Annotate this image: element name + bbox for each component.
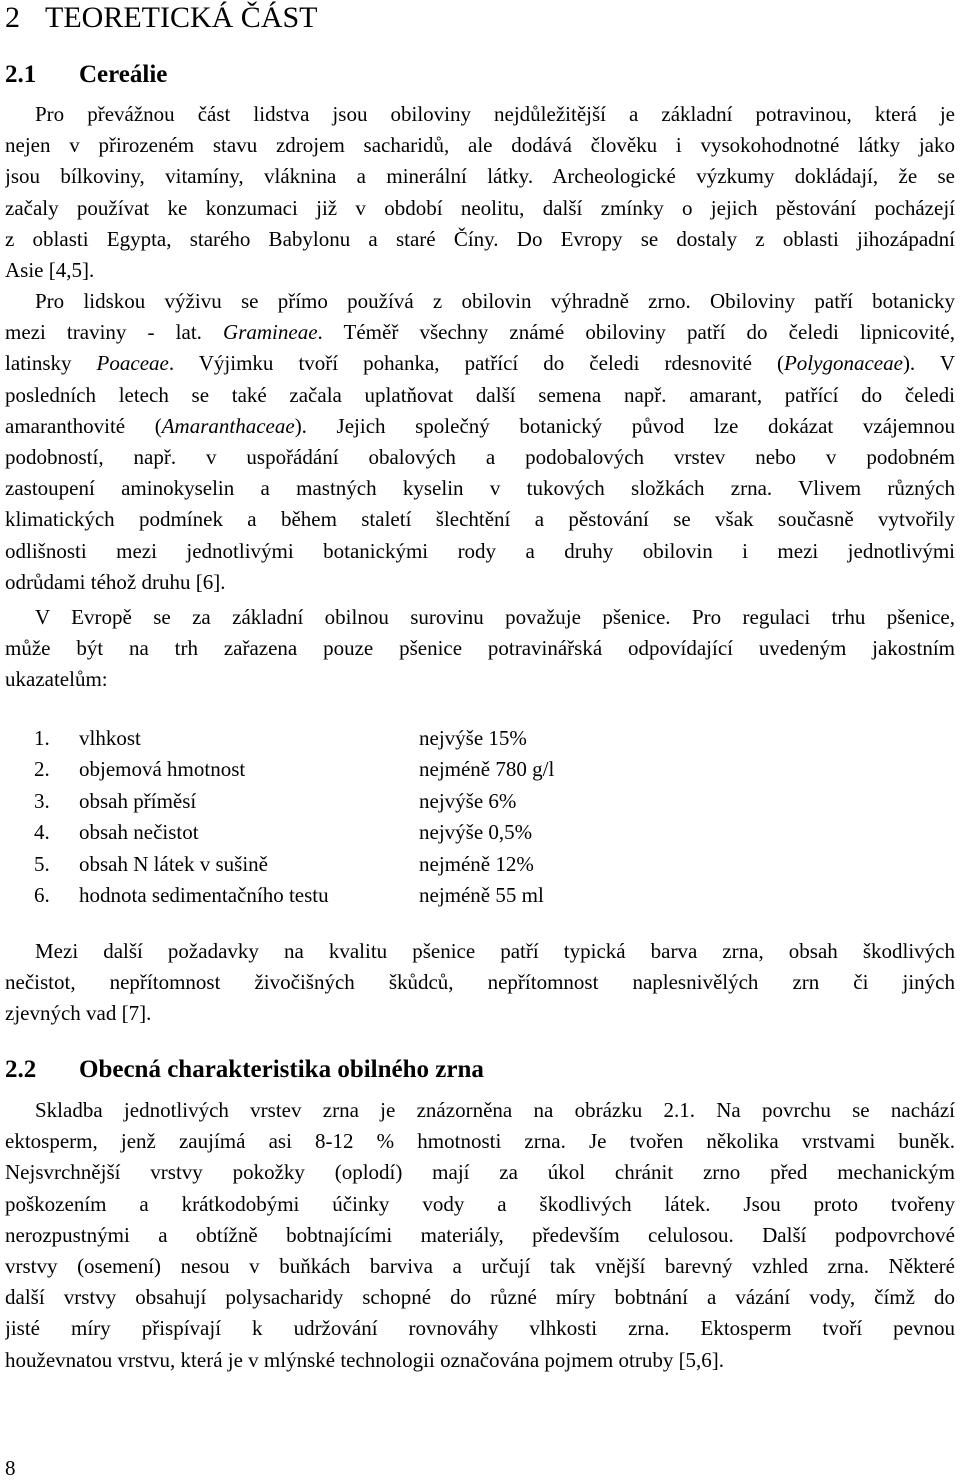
paragraph-cereals-intro bbox=[5, 99, 955, 286]
text-line: amaranthovité (Amaranthaceae). Jejich společný botanický původ lze dokázat vzájemnou bbox=[5, 413, 955, 438]
text-line: ektosperm, jenž zaujímá asi 8-12 % hmotnosti zrna. Je tvořen několika vrstvami buněk. bbox=[5, 1129, 955, 1154]
text-line: ukazatelům: bbox=[5, 667, 108, 692]
list-item-number: 3. bbox=[34, 788, 50, 813]
text-line: Nejsvrchnější vrstvy pokožky (oplodí) mají za úkol chránit zrno před mechanickým bbox=[5, 1160, 955, 1185]
list-item-value: nejméně 12% bbox=[419, 851, 534, 876]
list-item bbox=[34, 723, 554, 754]
list-item-name: hodnota sedimentačního testu bbox=[79, 882, 329, 907]
text-line: Asie [4,5]. bbox=[5, 257, 95, 282]
paragraph-wheat-europe bbox=[5, 602, 955, 696]
text-line: další vrstvy obsahují polysacharidy schopné do různé míry bobtnání a vázání vody, čímž do bbox=[5, 1285, 955, 1310]
chapter-number: 2 bbox=[5, 1, 20, 34]
list-item bbox=[34, 754, 554, 785]
list-item bbox=[34, 817, 554, 848]
list-item bbox=[34, 786, 554, 817]
paragraph-wheat-requirements bbox=[5, 936, 955, 1030]
list-item-number: 6. bbox=[34, 882, 50, 907]
paragraph-botany bbox=[5, 286, 955, 598]
text-line: vrstvy (osemení) nesou v buňkách barviva a určují tak vnější barevný vzhled zrna. Některé bbox=[5, 1253, 955, 1278]
text-line: posledních letech se také začala uplatňovat další semena např. amarant, patřící do čeledi bbox=[5, 382, 955, 407]
list-item-number: 5. bbox=[34, 851, 50, 876]
list-item-value: nejvýše 15% bbox=[419, 726, 527, 750]
text-line: zjevných vad [7]. bbox=[5, 1001, 152, 1026]
list-item bbox=[34, 849, 554, 880]
text-line: podobností, např. v uspořádání obalových a podobalových vrstev nebo v podobném bbox=[5, 444, 955, 469]
text-line: začaly používat ke konzumaci již v období neolitu, další zmínky o jejich pěstování pocházejí bbox=[5, 195, 955, 220]
text-line: V Evropě se za základní obilnou surovinu považuje pšenice. Pro regulaci trhu pšenice, bbox=[35, 605, 955, 629]
quality-indicators-list bbox=[34, 723, 554, 911]
list-item-name: obsah N látek v sušině bbox=[79, 851, 268, 876]
list-item-name: objemová hmotnost bbox=[79, 757, 246, 782]
chapter-heading bbox=[5, 0, 318, 36]
chapter-title: TEORETICKÁ ČÁST bbox=[45, 1, 318, 34]
list-item-name: obsah příměsí bbox=[79, 788, 197, 813]
section-title: Obecná charakteristika obilného zrna bbox=[79, 1056, 484, 1083]
list-item-value: nejvýše 6% bbox=[419, 788, 517, 813]
text-line: může být na trh zařazena pouze pšenice potravinářská odpovídající uvedeným jakostním bbox=[5, 636, 955, 661]
list-item-name: obsah nečistot bbox=[79, 820, 199, 845]
text-line: nejen v přirozeném stavu zdrojem sacharidů, ale dodává člověku i vysokohodnotné látky jako bbox=[5, 133, 955, 158]
text-line: odrůdami téhož druhu [6]. bbox=[5, 569, 226, 594]
list-item-number: 1. bbox=[34, 726, 50, 750]
text-line: nečistot, nepřítomnost živočišných škůdců, nepřítomnost naplesnivělých zrn či jiných bbox=[5, 970, 955, 995]
section-heading-2-1 bbox=[5, 60, 167, 90]
text-line: odlišnosti mezi jednotlivými botanickými rody a druhy obilovin i mezi jednotlivými bbox=[5, 538, 955, 563]
list-item-value: nejméně 780 g/l bbox=[419, 757, 555, 782]
text-line: zastoupení aminokyselin a mastných kyselin v tukových složkách zrna. Vlivem různých bbox=[5, 476, 955, 501]
text-line: nerozpustnými a obtížně bobtnajícími materiály, především celulosou. Další podpovrchové bbox=[5, 1222, 955, 1247]
paragraph-grain-structure bbox=[5, 1095, 955, 1376]
list-item bbox=[34, 880, 554, 911]
text-line: jsou bílkoviny, vitamíny, vláknina a minerální látky. Archeologické výzkumy dokládají, že se bbox=[5, 164, 955, 189]
list-item-value: nejvýše 0,5% bbox=[419, 820, 533, 845]
section-title: Cereálie bbox=[79, 61, 168, 88]
section-number: 2.1 bbox=[5, 61, 37, 88]
section-heading-2-2 bbox=[5, 1055, 484, 1085]
text-line: Pro převážnou část lidstva jsou obiloviny nejdůležitější a základní potravinou, která je bbox=[35, 102, 955, 126]
page-number: 8 bbox=[5, 1456, 16, 1480]
text-line: jisté míry přispívají k udržování rovnováhy vlhkosti zrna. Ektosperm tvoří pevnou bbox=[5, 1316, 955, 1341]
text-line: latinsky Poaceae. Výjimku tvoří pohanka, patřící do čeledi rdesnovité (Polygonaceae). V bbox=[5, 351, 955, 376]
list-item-value: nejméně 55 ml bbox=[419, 882, 544, 907]
text-line: Pro lidskou výživu se přímo používá z obilovin výhradně zrno. Obiloviny patří botanicky bbox=[35, 289, 955, 313]
text-line: z oblasti Egypta, starého Babylonu a staré Číny. Do Evropy se dostaly z oblasti jihozápadní bbox=[5, 226, 955, 251]
text-line: poškozením a krátkodobými účinky vody a škodlivých látek. Jsou proto tvořeny bbox=[5, 1191, 955, 1216]
text-line: Skladba jednotlivých vrstev zrna je znázorněna na obrázku 2.1. Na povrchu se nachází bbox=[35, 1098, 955, 1122]
list-item-name: vlhkost bbox=[79, 726, 141, 750]
section-number: 2.2 bbox=[5, 1056, 37, 1083]
list-item-number: 4. bbox=[34, 820, 50, 845]
text-line: klimatických podmínek a během staletí šlechtění a pěstování se však současně vytvořily bbox=[5, 507, 955, 532]
list-item-number: 2. bbox=[34, 757, 50, 782]
text-line: houževnatou vrstvu, která je v mlýnské technologii označována pojmem otruby [5,6]. bbox=[5, 1347, 725, 1372]
text-line: mezi traviny - lat. Gramineae. Téměř všechny známé obiloviny patří do čeledi lipnicovité, bbox=[5, 320, 955, 345]
text-line: Mezi další požadavky na kvalitu pšenice patří typická barva zrna, obsah škodlivých bbox=[35, 939, 955, 963]
